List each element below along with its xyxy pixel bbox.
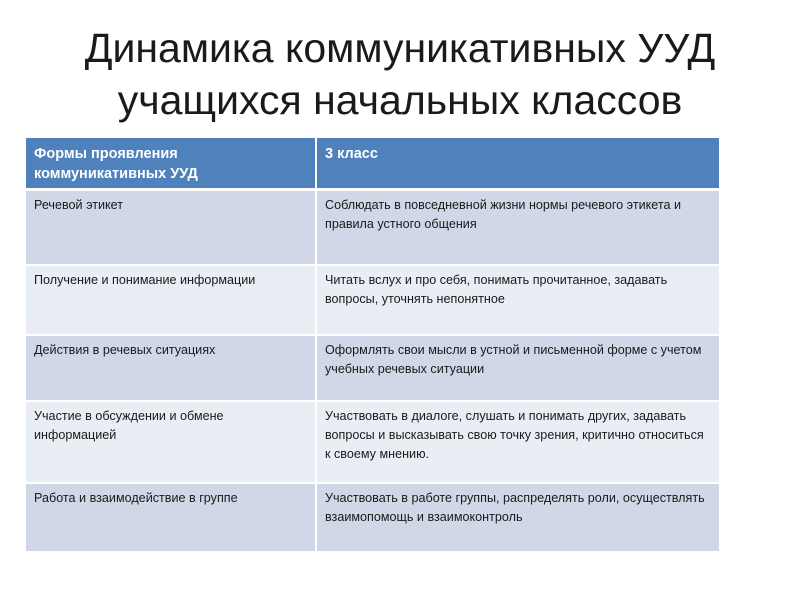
grade-3-cell: Читать вслух и про себя, понимать прочитанное, задавать вопросы, уточнять непонятное [316,265,719,335]
table-row [26,190,719,265]
table-header-row [26,138,719,190]
uud-table [26,138,719,553]
form-cell: Работа и взаимодействие в группе [26,483,316,552]
grade-3-cell: Соблюдать в повседневной жизни нормы речевого этикета и правила устного общения [316,190,719,265]
header-forms: Формы проявления коммуникативных УУД [26,138,316,190]
table-body [26,190,719,552]
table-header [26,138,719,190]
table-row [26,483,719,552]
form-cell: Речевой этикет [26,190,316,265]
form-cell: Получение и понимание информации [26,265,316,335]
grade-3-cell: Участвовать в работе группы, распределять роли, осуществлять взаимопомощь и взаимоконтроль [316,483,719,552]
table-row [26,335,719,401]
table-row [26,401,719,483]
form-cell: Участие в обсуждении и обмене информацией [26,401,316,483]
slide-title-line-2: учащихся начальных классов [117,77,683,123]
form-cell: Действия в речевых ситуациях [26,335,316,401]
table-row [26,265,719,335]
slide-title-line-1: Динамика коммуникативных УУД [84,25,716,71]
grade-3-cell: Оформлять свои мысли в устной и письменной форме с учетом учебных речевых ситуации [316,335,719,401]
slide-title [40,22,760,126]
header-grade-3: 3 класс [316,138,719,190]
grade-3-cell: Участвовать в диалоге, слушать и понимать других, задавать вопросы и высказывать свою точку зрения, критично относиться к своему мнению. [316,401,719,483]
